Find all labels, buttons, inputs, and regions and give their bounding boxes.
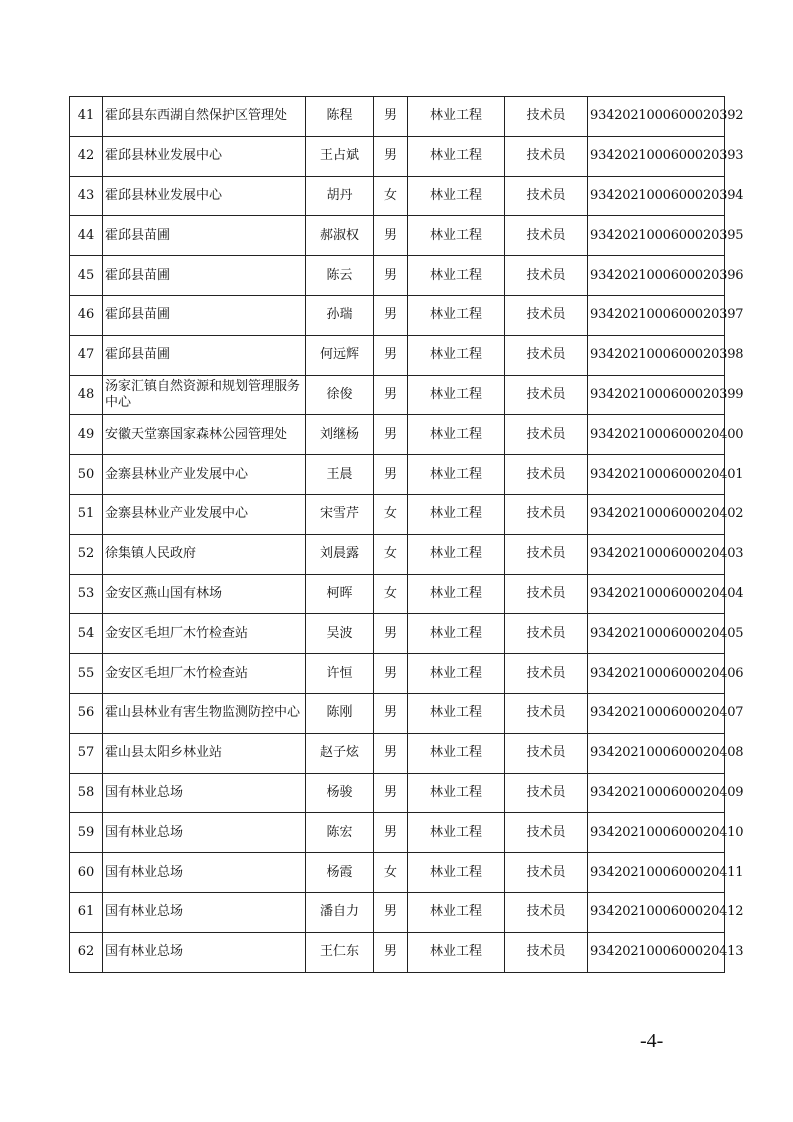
certificate-number-cell: 9342021000600020396 [588,256,725,296]
row-number-cell: 47 [70,335,103,375]
certificate-number-cell: 9342021000600020393 [588,136,725,176]
specialty-cell: 林业工程 [408,773,505,813]
page-number: -4- [640,1030,664,1052]
specialty-cell: 林业工程 [408,136,505,176]
gender-cell: 男 [374,136,408,176]
gender-cell: 女 [374,494,408,534]
job-title-cell: 技术员 [505,813,588,853]
person-name-cell: 刘晨露 [306,534,374,574]
person-name-cell: 潘自力 [306,892,374,932]
job-title-cell: 技术员 [505,256,588,296]
table-row [70,614,725,654]
unit-name-cell: 霍邱县苗圃 [103,295,306,335]
row-number-cell: 48 [70,375,103,415]
specialty-cell: 林业工程 [408,176,505,216]
person-name-cell: 何远辉 [306,335,374,375]
job-title-cell: 技术员 [505,853,588,893]
gender-cell: 女 [374,176,408,216]
table-row [70,176,725,216]
row-number-cell: 58 [70,773,103,813]
gender-cell: 男 [374,97,408,137]
row-number-cell: 50 [70,455,103,495]
gender-cell: 男 [374,375,408,415]
certificate-number-cell: 9342021000600020395 [588,216,725,256]
unit-name-cell: 霍山县林业有害生物监测防控中心 [103,693,306,733]
table-row [70,733,725,773]
job-title-cell: 技术员 [505,534,588,574]
certificate-number-cell: 9342021000600020405 [588,614,725,654]
table-row [70,415,725,455]
job-title-cell: 技术员 [505,415,588,455]
table-row [70,455,725,495]
job-title-cell: 技术员 [505,892,588,932]
certificate-number-cell: 9342021000600020406 [588,654,725,694]
person-name-cell: 陈程 [306,97,374,137]
certificate-number-cell: 9342021000600020402 [588,494,725,534]
job-title-cell: 技术员 [505,216,588,256]
person-name-cell: 许恒 [306,654,374,694]
unit-name-cell: 国有林业总场 [103,813,306,853]
unit-name-cell: 安徽天堂寨国家森林公园管理处 [103,415,306,455]
specialty-cell: 林业工程 [408,415,505,455]
row-number-cell: 51 [70,494,103,534]
person-name-cell: 郝淑权 [306,216,374,256]
table-row [70,335,725,375]
gender-cell: 男 [374,733,408,773]
job-title-cell: 技术员 [505,136,588,176]
job-title-cell: 技术员 [505,494,588,534]
gender-cell: 男 [374,335,408,375]
unit-name-cell: 徐集镇人民政府 [103,534,306,574]
job-title-cell: 技术员 [505,455,588,495]
gender-cell: 男 [374,654,408,694]
person-name-cell: 陈刚 [306,693,374,733]
certificate-number-cell: 9342021000600020392 [588,97,725,137]
job-title-cell: 技术员 [505,733,588,773]
job-title-cell: 技术员 [505,654,588,694]
job-title-cell: 技术员 [505,97,588,137]
certificate-number-cell: 9342021000600020413 [588,932,725,972]
unit-name-cell: 金安区毛坦厂木竹检查站 [103,654,306,694]
row-number-cell: 57 [70,733,103,773]
specialty-cell: 林业工程 [408,455,505,495]
row-number-cell: 61 [70,892,103,932]
specialty-cell: 林业工程 [408,813,505,853]
job-title-cell: 技术员 [505,574,588,614]
unit-name-cell: 霍邱县东西湖自然保护区管理处 [103,97,306,137]
table-row [70,295,725,335]
specialty-cell: 林业工程 [408,216,505,256]
table-row [70,654,725,694]
row-number-cell: 56 [70,693,103,733]
unit-name-cell: 国有林业总场 [103,773,306,813]
table-row [70,574,725,614]
unit-name-cell: 霍邱县林业发展中心 [103,136,306,176]
person-name-cell: 王占斌 [306,136,374,176]
table-row [70,375,725,415]
certificate-number-cell: 9342021000600020412 [588,892,725,932]
row-number-cell: 49 [70,415,103,455]
row-number-cell: 53 [70,574,103,614]
specialty-cell: 林业工程 [408,256,505,296]
unit-name-cell: 霍邱县苗圃 [103,256,306,296]
job-title-cell: 技术员 [505,176,588,216]
table-row [70,216,725,256]
job-title-cell: 技术员 [505,773,588,813]
specialty-cell: 林业工程 [408,614,505,654]
unit-name-cell: 霍邱县苗圃 [103,335,306,375]
unit-name-cell: 国有林业总场 [103,892,306,932]
specialty-cell: 林业工程 [408,375,505,415]
unit-name-cell: 霍邱县苗圃 [103,216,306,256]
person-name-cell: 陈宏 [306,813,374,853]
certificate-number-cell: 9342021000600020408 [588,733,725,773]
person-name-cell: 宋雪芹 [306,494,374,534]
row-number-cell: 46 [70,295,103,335]
person-name-cell: 孙瑞 [306,295,374,335]
roster-table [69,96,744,973]
person-name-cell: 胡丹 [306,176,374,216]
gender-cell: 男 [374,892,408,932]
certificate-number-cell: 9342021000600020403 [588,534,725,574]
row-number-cell: 55 [70,654,103,694]
gender-cell: 男 [374,932,408,972]
job-title-cell: 技术员 [505,375,588,415]
row-number-cell: 54 [70,614,103,654]
unit-name-cell: 汤家汇镇自然资源和规划管理服务中心 [103,375,306,415]
certificate-number-cell: 9342021000600020401 [588,455,725,495]
row-number-cell: 59 [70,813,103,853]
job-title-cell: 技术员 [505,932,588,972]
gender-cell: 男 [374,614,408,654]
row-number-cell: 41 [70,97,103,137]
certificate-number-cell: 9342021000600020410 [588,813,725,853]
gender-cell: 男 [374,295,408,335]
specialty-cell: 林业工程 [408,574,505,614]
row-number-cell: 62 [70,932,103,972]
row-number-cell: 44 [70,216,103,256]
person-name-cell: 刘继杨 [306,415,374,455]
gender-cell: 男 [374,773,408,813]
gender-cell: 男 [374,693,408,733]
gender-cell: 男 [374,415,408,455]
specialty-cell: 林业工程 [408,892,505,932]
certificate-number-cell: 9342021000600020398 [588,335,725,375]
specialty-cell: 林业工程 [408,932,505,972]
specialty-cell: 林业工程 [408,97,505,137]
table-row [70,256,725,296]
certificate-number-cell: 9342021000600020411 [588,853,725,893]
specialty-cell: 林业工程 [408,534,505,574]
specialty-cell: 林业工程 [408,693,505,733]
table-row [70,773,725,813]
specialty-cell: 林业工程 [408,733,505,773]
unit-name-cell: 霍邱县林业发展中心 [103,176,306,216]
person-name-cell: 王仁东 [306,932,374,972]
table-row [70,813,725,853]
person-name-cell: 王晨 [306,455,374,495]
unit-name-cell: 霍山县太阳乡林业站 [103,733,306,773]
specialty-cell: 林业工程 [408,494,505,534]
certificate-number-cell: 9342021000600020400 [588,415,725,455]
table-row [70,693,725,733]
gender-cell: 女 [374,534,408,574]
table-row [70,97,725,137]
row-number-cell: 42 [70,136,103,176]
table-row [70,534,725,574]
person-name-cell: 陈云 [306,256,374,296]
row-number-cell: 60 [70,853,103,893]
gender-cell: 男 [374,455,408,495]
person-name-cell: 柯晖 [306,574,374,614]
gender-cell: 男 [374,216,408,256]
roster-body [70,97,744,973]
person-name-cell: 杨骏 [306,773,374,813]
person-name-cell: 吴波 [306,614,374,654]
person-name-cell: 赵子炫 [306,733,374,773]
job-title-cell: 技术员 [505,614,588,654]
gender-cell: 男 [374,813,408,853]
table-row [70,932,725,972]
job-title-cell: 技术员 [505,295,588,335]
unit-name-cell: 国有林业总场 [103,853,306,893]
row-number-cell: 52 [70,534,103,574]
certificate-number-cell: 9342021000600020394 [588,176,725,216]
row-number-cell: 43 [70,176,103,216]
person-name-cell: 杨霞 [306,853,374,893]
certificate-number-cell: 9342021000600020409 [588,773,725,813]
unit-name-cell: 金寨县林业产业发展中心 [103,455,306,495]
unit-name-cell: 国有林业总场 [103,932,306,972]
person-name-cell: 徐俊 [306,375,374,415]
specialty-cell: 林业工程 [408,654,505,694]
specialty-cell: 林业工程 [408,295,505,335]
table-row [70,892,725,932]
unit-name-cell: 金寨县林业产业发展中心 [103,494,306,534]
specialty-cell: 林业工程 [408,853,505,893]
table-row [70,136,725,176]
unit-name-cell: 金安区燕山国有林场 [103,574,306,614]
table-row [70,853,725,893]
gender-cell: 女 [374,853,408,893]
table-row [70,494,725,534]
row-number-cell: 45 [70,256,103,296]
specialty-cell: 林业工程 [408,335,505,375]
gender-cell: 女 [374,574,408,614]
unit-name-cell: 金安区毛坦厂木竹检查站 [103,614,306,654]
certificate-number-cell: 9342021000600020397 [588,295,725,335]
certificate-number-cell: 9342021000600020404 [588,574,725,614]
gender-cell: 男 [374,256,408,296]
certificate-number-cell: 9342021000600020399 [588,375,725,415]
certificate-number-cell: 9342021000600020407 [588,693,725,733]
job-title-cell: 技术员 [505,335,588,375]
job-title-cell: 技术员 [505,693,588,733]
